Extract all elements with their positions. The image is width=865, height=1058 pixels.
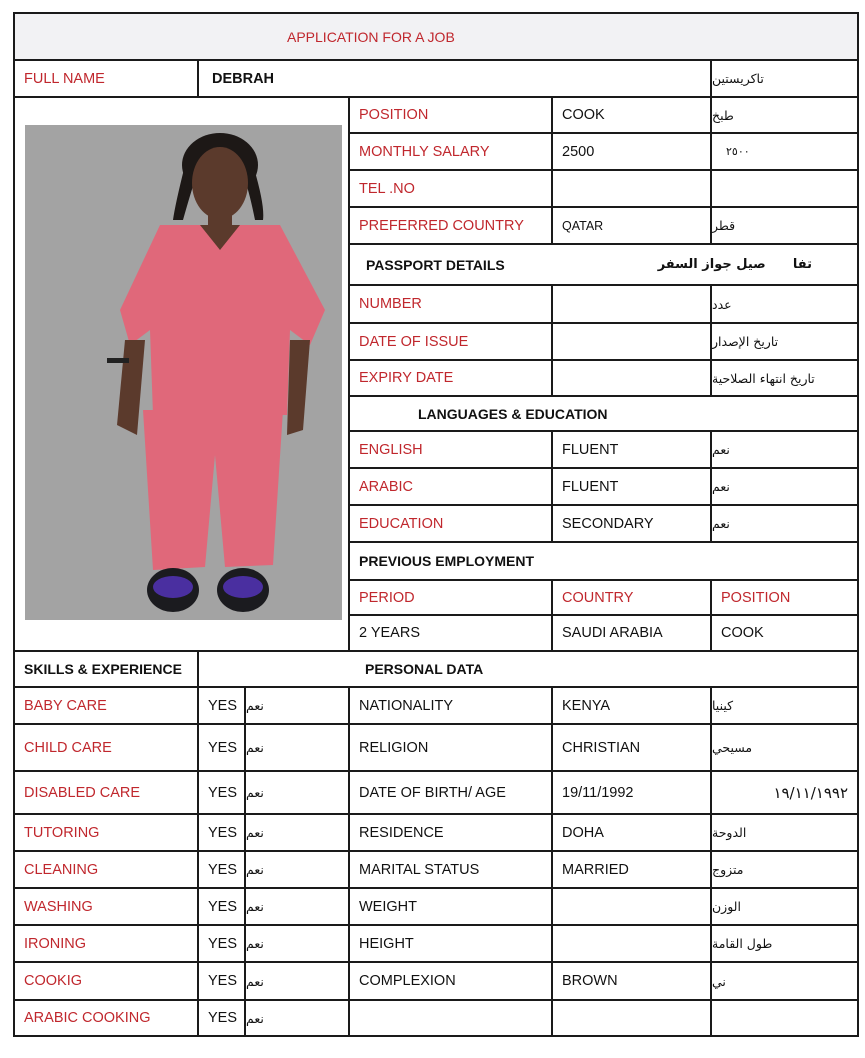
- personal-arabic-cell: [710, 887, 859, 926]
- country-header: COUNTRY: [562, 589, 634, 606]
- personal-data-heading-cell: [197, 650, 859, 688]
- personal-arabic-cell: [710, 813, 859, 852]
- position-arabic-cell: [710, 96, 859, 134]
- skill-value: YES: [208, 1010, 238, 1026]
- full-name-value-cell: [197, 59, 712, 98]
- personal-label: WEIGHT: [359, 898, 417, 915]
- personal-value: KENYA: [562, 697, 611, 714]
- arabic-arabic: نعم: [712, 479, 730, 494]
- skill-label: ARABIC COOKING: [24, 1010, 151, 1026]
- employment-position-value: COOK: [721, 625, 764, 641]
- skill-arabic: نعم: [246, 698, 264, 713]
- passport-number-label: NUMBER: [359, 296, 422, 312]
- skill-arabic-cell: [244, 686, 350, 725]
- preferred-country-arabic: قطر: [712, 218, 736, 233]
- date-of-issue-arabic-cell: [710, 322, 859, 361]
- personal-value: 19/11/1992: [562, 784, 634, 801]
- skills-heading: SKILLS & EXPERIENCE: [24, 661, 182, 677]
- personal-arabic: مسيحي: [712, 740, 753, 755]
- skill-arabic-cell: [244, 770, 350, 815]
- salary-label: MONTHLY SALARY: [359, 143, 490, 160]
- skill-label-cell: [13, 924, 199, 963]
- personal-arabic: متزوج: [712, 862, 744, 877]
- skill-label: WASHING: [24, 898, 93, 915]
- preferred-country-arabic-cell: [710, 206, 859, 245]
- personal-value-cell: [551, 813, 712, 852]
- passport-heading-cell: [348, 243, 859, 286]
- education-arabic-cell: [710, 504, 859, 543]
- salary-arabic: ٢٥٠٠: [726, 145, 750, 158]
- preferred-country-label: PREFERRED COUNTRY: [359, 217, 524, 234]
- form-title: APPLICATION FOR A JOB: [287, 28, 455, 45]
- personal-label: COMPLEXION: [359, 973, 456, 989]
- full-name-arabic: تاكريستين: [712, 71, 764, 86]
- skill-arabic-cell: [244, 999, 350, 1037]
- full-name-value: DEBRAH: [212, 70, 275, 87]
- skill-arabic: نعم: [246, 936, 264, 951]
- full-name-label-cell: [13, 59, 199, 98]
- skill-value: YES: [208, 739, 238, 756]
- education-arabic: نعم: [712, 516, 730, 531]
- education-value: SECONDARY: [562, 515, 654, 532]
- skill-arabic: نعم: [246, 825, 264, 840]
- skill-label: CHILD CARE: [24, 739, 112, 756]
- expiry-date-arabic-cell: [710, 359, 859, 397]
- applicant-photo-illustration: [25, 125, 342, 620]
- personal-label-cell: [348, 924, 553, 963]
- skill-value-cell: [197, 961, 246, 1001]
- position-arabic: طبخ: [712, 107, 734, 123]
- form-title-cell: [13, 12, 859, 61]
- passport-heading-arabic: تفا صيل جواز السفر: [657, 257, 812, 272]
- date-of-issue-value-cell: [551, 322, 712, 361]
- personal-value-cell: [551, 961, 712, 1001]
- employment-position-header: POSITION: [721, 589, 791, 606]
- skill-arabic: نعم: [246, 862, 264, 877]
- expiry-date-value-cell: [551, 359, 712, 397]
- personal-arabic-cell: [710, 850, 859, 889]
- salary-label-cell: [348, 132, 553, 171]
- personal-arabic-cell: [710, 924, 859, 963]
- tel-arabic-cell: [710, 169, 859, 208]
- personal-value-cell: [551, 850, 712, 889]
- skill-value: YES: [208, 697, 238, 714]
- english-label: ENGLISH: [359, 441, 423, 458]
- expiry-date-arabic: تاريخ انتهاء الصلاحية: [712, 370, 815, 386]
- personal-label-cell: [348, 770, 553, 815]
- preferred-country-value: QATAR: [562, 218, 604, 233]
- position-value: COOK: [562, 107, 605, 123]
- full-name-arabic-cell: [710, 59, 859, 98]
- english-arabic-cell: [710, 430, 859, 469]
- position-value-cell: [551, 96, 712, 134]
- salary-value-cell: [551, 132, 712, 171]
- skill-label-cell: [13, 961, 199, 1001]
- english-value-cell: [551, 430, 712, 469]
- passport-number-arabic-cell: [710, 284, 859, 324]
- position-label: POSITION: [359, 107, 429, 123]
- personal-value-cell: [551, 924, 712, 963]
- english-arabic: نعم: [712, 442, 730, 457]
- skill-value-cell: [197, 924, 246, 963]
- skill-value-cell: [197, 850, 246, 889]
- skill-arabic-cell: [244, 887, 350, 926]
- personal-arabic-cell: [710, 686, 859, 725]
- passport-heading: PASSPORT DETAILS: [366, 256, 505, 273]
- personal-data-heading: PERSONAL DATA: [365, 661, 484, 677]
- skill-value: YES: [208, 898, 238, 915]
- personal-arabic: طول القامة: [712, 936, 773, 951]
- personal-label-cell: [348, 999, 553, 1037]
- skill-label-cell: [13, 686, 199, 725]
- arabic-value-cell: [551, 467, 712, 506]
- employment-position-header-cell: [710, 579, 859, 616]
- date-of-issue-label-cell: [348, 322, 553, 361]
- skill-value-cell: [197, 813, 246, 852]
- skill-label-cell: [13, 999, 199, 1037]
- personal-arabic: ني: [712, 973, 726, 989]
- personal-label: DATE OF BIRTH/ AGE: [359, 784, 506, 801]
- personal-label: MARITAL STATUS: [359, 861, 480, 878]
- personal-arabic-cell: [710, 999, 859, 1037]
- date-of-issue-arabic: تاريخ الإصدار: [712, 334, 779, 349]
- position-label-cell: [348, 96, 553, 134]
- skill-value-cell: [197, 770, 246, 815]
- arabic-arabic-cell: [710, 467, 859, 506]
- preferred-country-label-cell: [348, 206, 553, 245]
- arabic-label-cell: [348, 467, 553, 506]
- personal-value-cell: [551, 770, 712, 815]
- skill-value-cell: [197, 723, 246, 772]
- expiry-date-label-cell: [348, 359, 553, 397]
- skill-label-cell: [13, 770, 199, 815]
- skill-label: DISABLED CARE: [24, 784, 141, 801]
- skill-arabic: نعم: [246, 785, 264, 800]
- skill-label: TUTORING: [24, 824, 100, 841]
- education-value-cell: [551, 504, 712, 543]
- personal-label: NATIONALITY: [359, 697, 453, 714]
- country-value-cell: [551, 614, 712, 652]
- country-header-cell: [551, 579, 712, 616]
- personal-value-cell: [551, 686, 712, 725]
- skill-value: YES: [208, 973, 238, 989]
- skill-label-cell: [13, 723, 199, 772]
- country-value: SAUDI ARABIA: [562, 625, 663, 641]
- personal-label-cell: [348, 686, 553, 725]
- skill-value: YES: [208, 824, 238, 841]
- salary-arabic-cell: [710, 132, 859, 171]
- personal-label: HEIGHT: [359, 935, 414, 952]
- personal-value-cell: [551, 887, 712, 926]
- skill-arabic-cell: [244, 813, 350, 852]
- personal-value: BROWN: [562, 973, 618, 989]
- skill-value-cell: [197, 887, 246, 926]
- salary-value: 2500: [562, 143, 595, 160]
- personal-label: RELIGION: [359, 739, 429, 756]
- skill-value: YES: [208, 861, 238, 878]
- tel-label: TEL .NO: [359, 180, 415, 197]
- skill-label: COOKIG: [24, 973, 83, 989]
- full-name-label: FULL NAME: [24, 70, 105, 87]
- previous-employment-heading-cell: [348, 541, 859, 581]
- skill-arabic: نعم: [246, 1010, 264, 1026]
- skill-label: IRONING: [24, 935, 87, 952]
- period-value-cell: [348, 614, 553, 652]
- period-header: PERIOD: [359, 589, 415, 606]
- skill-arabic-cell: [244, 723, 350, 772]
- skill-label: CLEANING: [24, 861, 99, 878]
- skill-label-cell: [13, 850, 199, 889]
- period-value: 2 YEARS: [359, 625, 420, 641]
- english-value: FLUENT: [562, 441, 619, 458]
- skill-label-cell: [13, 887, 199, 926]
- personal-arabic: الدوحة: [712, 825, 747, 840]
- english-label-cell: [348, 430, 553, 469]
- passport-number-value-cell: [551, 284, 712, 324]
- education-label-cell: [348, 504, 553, 543]
- personal-value: CHRISTIAN: [562, 739, 641, 756]
- arabic-label: ARABIC: [359, 478, 413, 495]
- skills-heading-cell: [13, 650, 199, 688]
- personal-arabic: الوزن: [712, 899, 741, 914]
- skill-value-cell: [197, 686, 246, 725]
- period-header-cell: [348, 579, 553, 616]
- personal-arabic-cell: [710, 961, 859, 1001]
- skill-value: YES: [208, 935, 238, 952]
- skill-label: BABY CARE: [24, 697, 107, 714]
- personal-label-cell: [348, 850, 553, 889]
- personal-label-cell: [348, 813, 553, 852]
- skill-label-cell: [13, 813, 199, 852]
- passport-number-arabic: عدد: [712, 296, 732, 312]
- personal-label-cell: [348, 887, 553, 926]
- skill-arabic: نعم: [246, 899, 264, 914]
- skill-arabic-cell: [244, 924, 350, 963]
- skill-value: YES: [208, 784, 238, 801]
- arabic-value: FLUENT: [562, 478, 619, 495]
- education-label: EDUCATION: [359, 515, 444, 532]
- expiry-date-label: EXPIRY DATE: [359, 370, 454, 386]
- personal-value: DOHA: [562, 824, 604, 841]
- skill-arabic-cell: [244, 850, 350, 889]
- tel-value-cell: [551, 169, 712, 208]
- tel-label-cell: [348, 169, 553, 208]
- skill-arabic: نعم: [246, 973, 264, 989]
- personal-label: RESIDENCE: [359, 824, 444, 841]
- skill-arabic-cell: [244, 961, 350, 1001]
- personal-label-cell: [348, 723, 553, 772]
- skill-value-cell: [197, 999, 246, 1037]
- personal-value: MARRIED: [562, 861, 629, 878]
- skill-arabic: نعم: [246, 740, 264, 755]
- date-of-issue-label: DATE OF ISSUE: [359, 333, 469, 350]
- passport-number-label-cell: [348, 284, 553, 324]
- applicant-photo: [25, 125, 342, 620]
- employment-position-value-cell: [710, 614, 859, 652]
- preferred-country-value-cell: [551, 206, 712, 245]
- personal-arabic: ١٩/١١/١٩٩٢: [773, 783, 848, 802]
- personal-value-cell: [551, 723, 712, 772]
- languages-heading: LANGUAGES & EDUCATION: [418, 405, 608, 422]
- personal-label-cell: [348, 961, 553, 1001]
- personal-arabic: كينيا: [712, 698, 734, 713]
- personal-arabic-cell: [710, 770, 859, 815]
- previous-employment-heading: PREVIOUS EMPLOYMENT: [359, 553, 535, 569]
- languages-heading-cell: [348, 395, 859, 432]
- personal-value-cell: [551, 999, 712, 1037]
- personal-arabic-cell: [710, 723, 859, 772]
